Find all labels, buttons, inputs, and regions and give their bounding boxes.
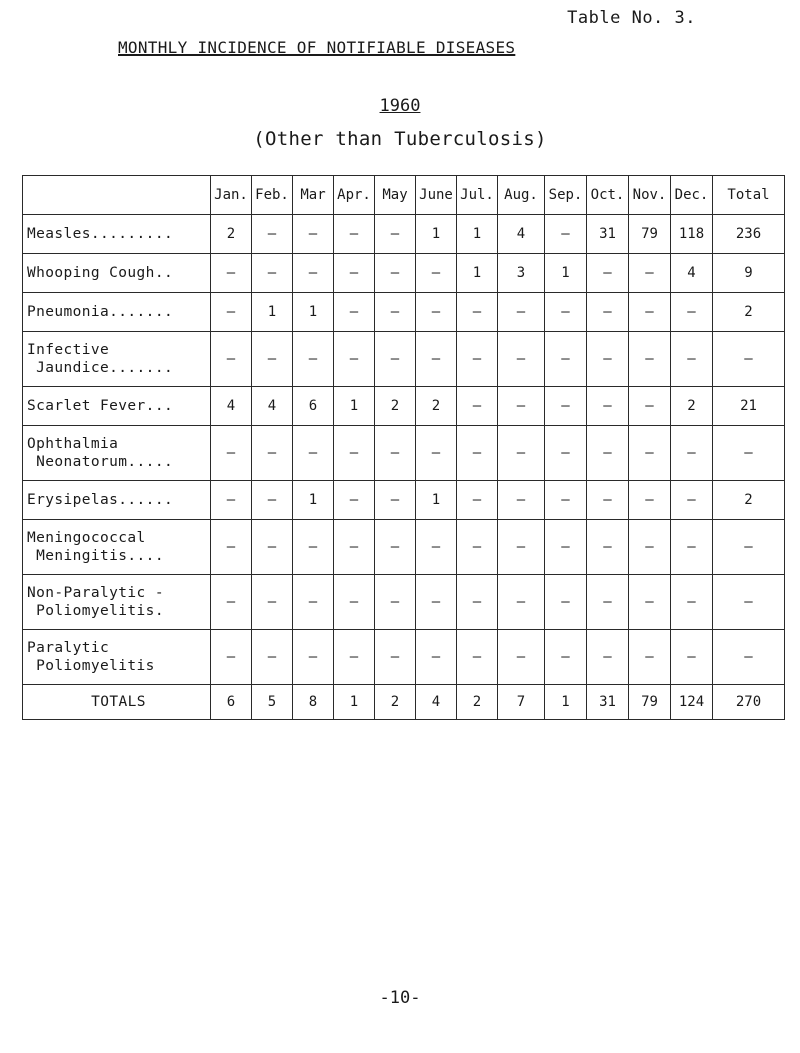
table-cell: 2 <box>375 387 416 426</box>
table-cell: – <box>498 332 545 387</box>
column-header: Feb. <box>252 176 293 215</box>
table-cell: – <box>252 481 293 520</box>
table-cell: – <box>293 520 334 575</box>
table-cell: – <box>334 520 375 575</box>
table-body <box>23 215 785 720</box>
table-cell: – <box>252 575 293 630</box>
table-cell: – <box>545 575 587 630</box>
table-cell: 79 <box>629 215 671 254</box>
table-cell: – <box>375 332 416 387</box>
table-cell: – <box>375 215 416 254</box>
table-cell: – <box>211 254 252 293</box>
table-cell: – <box>457 332 498 387</box>
table-cell: – <box>211 630 252 685</box>
table-cell: – <box>252 332 293 387</box>
table-cell: – <box>671 481 713 520</box>
table-cell: 2 <box>713 481 785 520</box>
table-cell: – <box>252 426 293 481</box>
table-cell: – <box>713 575 785 630</box>
table-cell: – <box>671 426 713 481</box>
table-cell: 31 <box>587 215 629 254</box>
table-cell: – <box>629 481 671 520</box>
table-cell: – <box>416 575 457 630</box>
table-cell: – <box>252 254 293 293</box>
table-cell: – <box>457 387 498 426</box>
table-row <box>23 215 785 254</box>
table-cell: – <box>545 481 587 520</box>
column-header: Dec. <box>671 176 713 215</box>
table-cell: 4 <box>498 215 545 254</box>
table-cell: – <box>498 426 545 481</box>
table-cell: 236 <box>713 215 785 254</box>
table-cell: – <box>252 630 293 685</box>
table-cell: 6 <box>293 387 334 426</box>
row-label: Infective Jaundice....... <box>23 332 211 387</box>
table-row <box>23 387 785 426</box>
table-cell: 1 <box>416 481 457 520</box>
table-cell: – <box>629 293 671 332</box>
total-cell: 6 <box>211 685 252 720</box>
table-cell: – <box>416 293 457 332</box>
table-row <box>23 481 785 520</box>
table-cell: 2 <box>713 293 785 332</box>
table-cell: – <box>334 481 375 520</box>
table-cell: – <box>375 481 416 520</box>
table-cell: – <box>252 215 293 254</box>
column-header: Oct. <box>587 176 629 215</box>
column-header-blank <box>23 176 211 215</box>
total-cell: 31 <box>587 685 629 720</box>
table-cell: – <box>416 520 457 575</box>
table-cell: – <box>498 387 545 426</box>
table-cell: – <box>498 520 545 575</box>
table-cell: 1 <box>334 387 375 426</box>
table-row <box>23 520 785 575</box>
table-cell: – <box>375 520 416 575</box>
column-header: Jan. <box>211 176 252 215</box>
table-cell: – <box>416 332 457 387</box>
year: 1960 <box>379 96 421 116</box>
table-cell: – <box>211 332 252 387</box>
table-cell: – <box>334 332 375 387</box>
column-header: Sep. <box>545 176 587 215</box>
table-cell: – <box>545 630 587 685</box>
row-label: Scarlet Fever... <box>23 387 211 426</box>
table-cell: – <box>671 293 713 332</box>
table-cell: 118 <box>671 215 713 254</box>
total-cell: 2 <box>375 685 416 720</box>
column-header: Apr. <box>334 176 375 215</box>
table-cell: – <box>293 575 334 630</box>
table-cell: 4 <box>671 254 713 293</box>
table-cell: – <box>587 481 629 520</box>
total-cell: 4 <box>416 685 457 720</box>
table-cell: 9 <box>713 254 785 293</box>
total-cell: 8 <box>293 685 334 720</box>
table-cell: 1 <box>252 293 293 332</box>
table-cell: – <box>671 520 713 575</box>
row-label: Pneumonia....... <box>23 293 211 332</box>
table-cell: – <box>211 481 252 520</box>
column-header: Aug. <box>498 176 545 215</box>
table-cell: – <box>375 426 416 481</box>
table-cell: – <box>713 426 785 481</box>
table-cell: – <box>293 215 334 254</box>
table-cell: 1 <box>293 293 334 332</box>
table-cell: – <box>416 630 457 685</box>
table-cell: 2 <box>211 215 252 254</box>
table-cell: – <box>334 215 375 254</box>
table-cell: – <box>334 630 375 685</box>
table-cell: – <box>334 575 375 630</box>
table-cell: – <box>334 254 375 293</box>
table-cell: 1 <box>457 215 498 254</box>
table-row <box>23 332 785 387</box>
table-cell: – <box>375 293 416 332</box>
table-cell: – <box>375 254 416 293</box>
incidence-table <box>22 175 785 720</box>
document-heading: MONTHLY INCIDENCE OF NOTIFIABLE DISEASES <box>118 38 516 57</box>
table-cell: 1 <box>293 481 334 520</box>
table-row <box>23 575 785 630</box>
table-cell: – <box>671 332 713 387</box>
table-cell: – <box>545 215 587 254</box>
total-cell: 1 <box>334 685 375 720</box>
table-cell: 1 <box>416 215 457 254</box>
table-cell: – <box>545 332 587 387</box>
table-row <box>23 630 785 685</box>
table-cell: – <box>334 293 375 332</box>
table-row <box>23 293 785 332</box>
row-label: Ophthalmia Neonatorum..... <box>23 426 211 481</box>
table-cell: – <box>545 387 587 426</box>
column-header: June <box>416 176 457 215</box>
total-cell: 124 <box>671 685 713 720</box>
row-label: Non-Paralytic - Poliomyelitis. <box>23 575 211 630</box>
table-cell: 3 <box>498 254 545 293</box>
table-cell: 2 <box>671 387 713 426</box>
table-number: Table No. 3. <box>567 8 696 28</box>
table-cell: – <box>671 575 713 630</box>
total-cell: 270 <box>713 685 785 720</box>
column-header: Jul. <box>457 176 498 215</box>
table-cell: – <box>457 481 498 520</box>
table-cell: – <box>629 426 671 481</box>
table-cell: 2 <box>416 387 457 426</box>
table-cell: 4 <box>252 387 293 426</box>
table-cell: – <box>713 520 785 575</box>
header-row <box>23 176 785 215</box>
table-cell: – <box>498 630 545 685</box>
table-cell: – <box>457 575 498 630</box>
table-cell: – <box>587 520 629 575</box>
table-cell: – <box>498 293 545 332</box>
table-cell: – <box>545 520 587 575</box>
table-cell: – <box>587 575 629 630</box>
table-cell: – <box>713 630 785 685</box>
table-cell: – <box>629 520 671 575</box>
table-cell: – <box>416 254 457 293</box>
table-cell: – <box>545 293 587 332</box>
total-cell: 2 <box>457 685 498 720</box>
table-cell: – <box>375 575 416 630</box>
table-cell: – <box>587 630 629 685</box>
table-cell: – <box>629 254 671 293</box>
table-cell: – <box>293 254 334 293</box>
table-cell: – <box>629 575 671 630</box>
table-cell: – <box>498 481 545 520</box>
table-cell: – <box>293 332 334 387</box>
table-cell: – <box>587 332 629 387</box>
column-header: May <box>375 176 416 215</box>
table-cell: 1 <box>545 254 587 293</box>
table-row <box>23 426 785 481</box>
table-cell: – <box>375 630 416 685</box>
table-cell: – <box>211 520 252 575</box>
column-header: Nov. <box>629 176 671 215</box>
table-cell: – <box>211 293 252 332</box>
table-row <box>23 254 785 293</box>
table-cell: – <box>252 520 293 575</box>
table-cell: – <box>211 426 252 481</box>
table-cell: – <box>671 630 713 685</box>
table-cell: – <box>713 332 785 387</box>
row-label: Measles......... <box>23 215 211 254</box>
total-cell: 5 <box>252 685 293 720</box>
totals-label: TOTALS <box>23 685 211 720</box>
table-cell: – <box>457 293 498 332</box>
table-cell: – <box>629 332 671 387</box>
column-header: Total <box>713 176 785 215</box>
table-cell: – <box>416 426 457 481</box>
subtitle: (Other than Tuberculosis) <box>253 128 547 150</box>
table-cell: – <box>587 254 629 293</box>
page-number: -10- <box>379 988 421 1008</box>
table-cell: – <box>457 426 498 481</box>
row-label: Meningococcal Meningitis.... <box>23 520 211 575</box>
table-cell: – <box>587 387 629 426</box>
table-cell: – <box>587 426 629 481</box>
row-label: Whooping Cough.. <box>23 254 211 293</box>
total-cell: 7 <box>498 685 545 720</box>
table-cell: 21 <box>713 387 785 426</box>
table-cell: – <box>629 630 671 685</box>
total-cell: 79 <box>629 685 671 720</box>
table-cell: – <box>498 575 545 630</box>
table-cell: – <box>457 520 498 575</box>
table-cell: – <box>293 426 334 481</box>
row-label: Paralytic Poliomyelitis <box>23 630 211 685</box>
table-cell: – <box>457 630 498 685</box>
table-cell: – <box>587 293 629 332</box>
column-header: Mar <box>293 176 334 215</box>
table-cell: – <box>211 575 252 630</box>
table-cell: – <box>545 426 587 481</box>
table-cell: – <box>334 426 375 481</box>
row-label: Erysipelas...... <box>23 481 211 520</box>
total-cell: 1 <box>545 685 587 720</box>
table-cell: 4 <box>211 387 252 426</box>
totals-row <box>23 685 785 720</box>
table-cell: – <box>293 630 334 685</box>
table-cell: 1 <box>457 254 498 293</box>
table-cell: – <box>629 387 671 426</box>
